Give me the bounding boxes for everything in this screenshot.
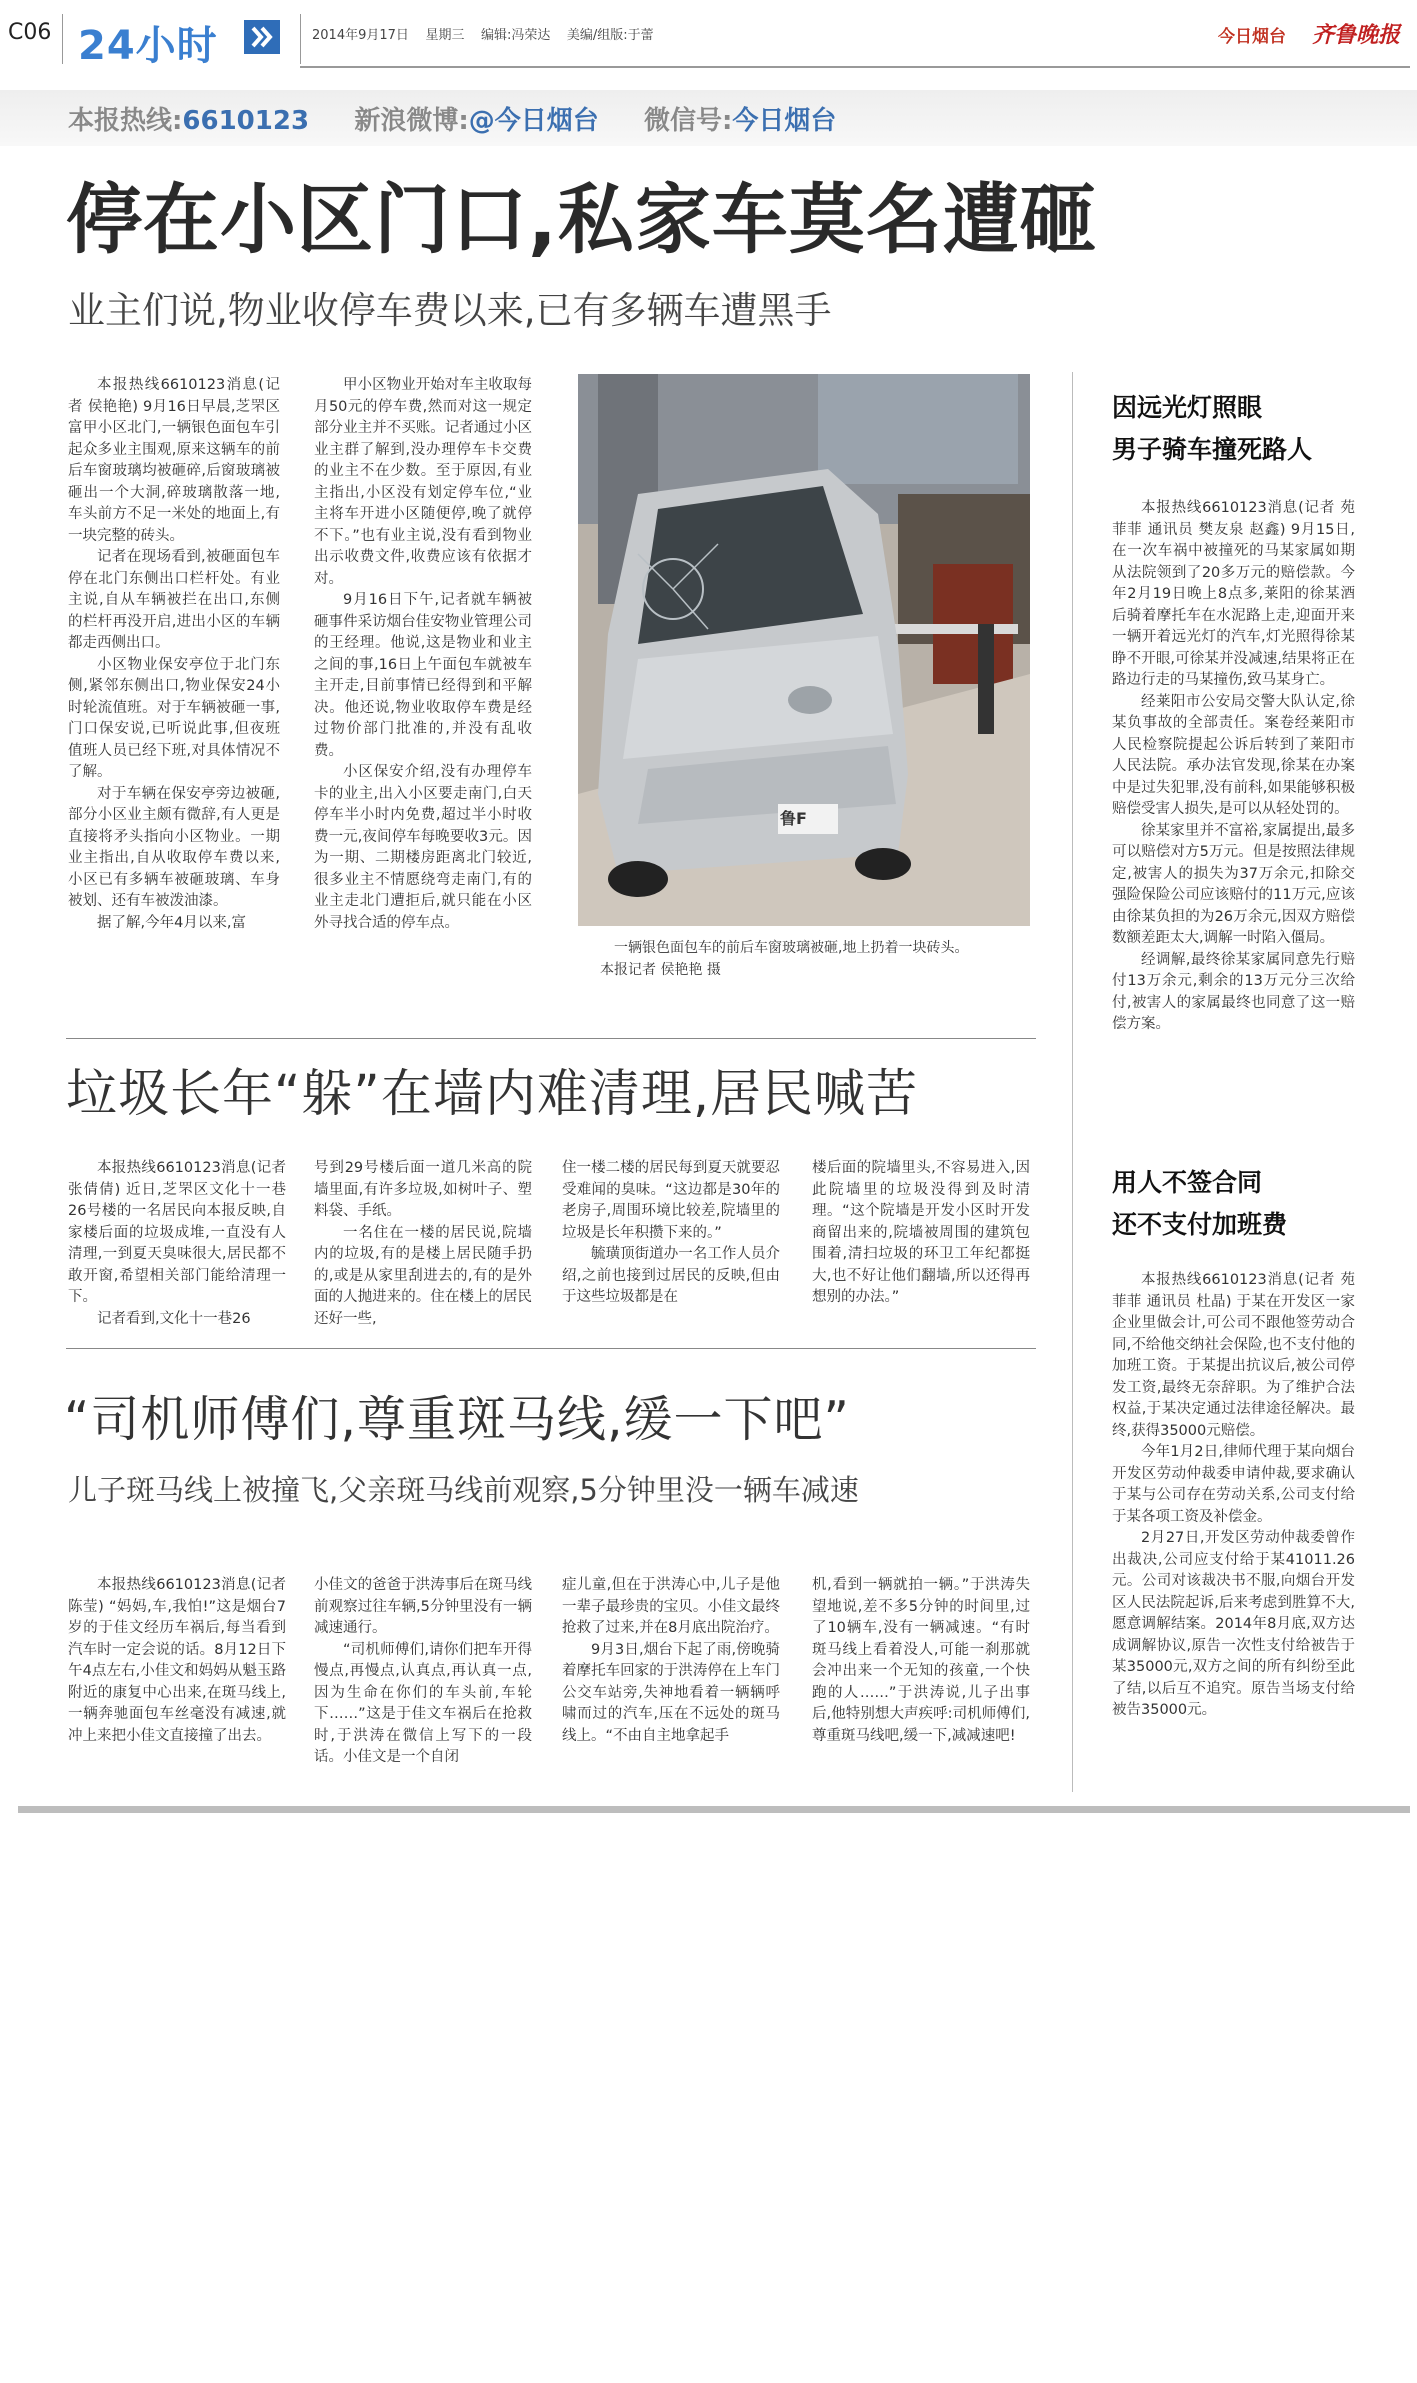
paragraph: 记者看到,文化十一巷26 [97, 1310, 251, 1327]
article1-photo [578, 374, 1030, 926]
article3-headline: “司机师傅们,尊重斑马线,缓一下吧” [64, 1391, 850, 1448]
paragraph: 9月16日下午,记者就车辆被砸事件采访烟台佳安物业管理公司的王经理。他说,这是物业和业主之间的事,16日上午面包车就被车主开走,目前事情已经得到和平解决。他还说,物业收取停车费是经过物价部门批准的,并没有乱收费。 [314, 592, 532, 759]
article1-bottom-rule [66, 1038, 1036, 1039]
section-title: 24小时 [78, 23, 218, 69]
paragraph: 今年1月2日,律师代理于某向烟台开发区劳动仲裁委申请仲裁,要求确认于某与公司存在劳动关系,公司支付给于某各项工资及补偿金。 [1112, 1444, 1355, 1525]
paragraph: 号到29号楼后面一道几米高的院墙里面,有许多垃圾,如树叶子、塑料袋、手纸。 [314, 1160, 532, 1219]
paragraph: 据了解,今年4月以来,富 [97, 914, 246, 931]
contact-bar [68, 100, 836, 137]
article3-column-3 [562, 1575, 780, 1775]
wechat-account: 今日烟台 [732, 106, 837, 136]
article2-column-3 [562, 1158, 780, 1328]
paragraph: 小区物业保安亭位于北门东侧,紧邻东侧出口,物业保安24小时轮流值班。对于车辆被砸一事,门口保安说,已听说此事,但夜班值班人员已经下班,对具体情况不了解。 [68, 656, 280, 780]
header-divider-right [300, 14, 301, 64]
paragraph: 本报热线6610123消息(记者 张倩倩) 近日,芝罘区文化十一巷26号楼的一名居民向本报反映,自家楼后面的垃圾成堆,一直没有人清理,一到夏天臭味很大,居民都不敢开窗,希望相关部门能给清理一下。 [68, 1160, 286, 1305]
side2-title-line1: 用人不签合同 [1112, 1168, 1263, 1197]
paragraph: 本报热线6610123消息(记者 苑菲菲 通讯员 樊友泉 赵鑫) 9月15日,在一次车祸中被撞死的马某家属如期从法院领到了20多万元的赔偿款。今年2月19日晚上8点多,莱阳的徐某酒后骑着摩托车在水泥路上走,迎面开来一辆开着远光灯的汽车,灯光照得徐某睁不开眼,可徐某并没减速,结果将正在路边行走的马某撞伤,致马某身亡。 [1112, 500, 1355, 688]
paragraph: 2月27日,开发区劳动仲裁委曾作出裁决,公司应支付给于某41011.26元。公司对该裁决书不服,向烟台开发区人民法院起诉,后来考虑到胜算不大,愿意调解结案。2014年8月底,双方达成调解协议,原告一次性支付给被告于某35000元,双方之间的所有纠纷至此了结,以后互不追究。原告当场支付给被告35000元。 [1112, 1530, 1355, 1718]
dateline [312, 24, 654, 43]
header-rule [300, 66, 1410, 68]
paragraph: 毓璜顶街道办一名工作人员介绍,之前也接到过居民的反映,但由于这些垃圾都是在 [562, 1246, 780, 1305]
paragraph: 楼后面的院墙里头,不容易进入,因此院墙里的垃圾没得到及时清理。“这个院墙是开发小区时开发商留出来的,院墙被周围的建筑包围着,清扫垃圾的环卫工年纪都挺大,也不好让他们翻墙,所以还得再想别的办法。” [812, 1160, 1030, 1305]
article3-column-1 [68, 1575, 286, 1775]
license-plate: 鲁F [780, 809, 807, 828]
paragraph: 机,看到一辆就拍一辆。”于洪涛失望地说,差不多5分钟的时间里,过了10辆车,没有一辆减速。“有时斑马线上看着没人,可能一刹那就会冲出来一个无知的孩童,一个快跑的人……”于洪涛说,儿子出事后,他特别想大声疾呼:司机师傅们,尊重斑马线吧,缓一下,减减速吧! [812, 1577, 1030, 1744]
article3-subhead: 儿子斑马线上被撞飞,父亲斑马线前观察,5分钟里没一辆车减速 [68, 1473, 859, 1507]
double-chevron-right-icon [244, 20, 280, 54]
header-divider-left [62, 14, 63, 64]
paragraph: 本报热线6610123消息(记者 陈莹) “妈妈,车,我怕!”这是烟台7岁的于佳文经历车祸后,每当看到汽车时一定会说的话。8月12日下午4点左右,小佳文和妈妈从魁玉路附近的康复中心出来,在斑马线上,一辆奔驰面包车丝毫没有减速,就冲上来把小佳文直接撞了出去。 [68, 1577, 286, 1744]
side1-title-line2: 男子骑车撞死路人 [1112, 435, 1313, 464]
paragraph: 9月3日,烟台下起了雨,傍晚骑着摩托车回家的于洪涛停在上车门公交车站旁,失神地看着一辆辆呼啸而过的汽车,压在不远处的斑马线上。“不由自主地拿起手 [562, 1641, 780, 1744]
weekday: 星期三 [425, 28, 465, 43]
page-bottom-rule [18, 1806, 1410, 1813]
sidebar-divider [1072, 372, 1073, 1792]
side2-title-line2: 还不支付加班费 [1112, 1210, 1288, 1239]
weibo-label: 新浪微博: [354, 106, 469, 136]
paragraph: 经莱阳市公安局交警大队认定,徐某负事故的全部责任。案卷经莱阳市人民检察院提起公诉后转到了莱阳市人民法院。承办法官发现,徐某在办案中是过失犯罪,没有前科,如果能够积极赔偿受害人损失,是可以从轻处罚的。 [1112, 693, 1355, 817]
hotline-label: 本报热线: [68, 106, 183, 136]
article1-column-1 [68, 375, 280, 985]
hotline-number: 6610123 [182, 106, 310, 136]
photo-credit: 本报记者 侯艳艳 摄 [600, 962, 721, 978]
paragraph: 小区保安介绍,没有办理停车卡的业主,出入小区要走南门,白天停车半小时内免费,超过半小时收费一元,夜间停车每晚要收3元。因为一期、二期楼房距离北门较近,很多业主不情愿绕弯走南门,有的业主走北门遭拒后,就只能在小区外寻找合适的停车点。 [314, 764, 532, 931]
designer: 美编/组版:于蕾 [566, 28, 654, 43]
side1-body [1112, 498, 1355, 1138]
paragraph: 小佳文的爸爸于洪涛事后在斑马线前观察过往车辆,5分钟里没有一辆减速通行。 [314, 1577, 532, 1636]
article2-column-1 [68, 1158, 286, 1328]
paragraph: 症儿童,但在于洪涛心中,儿子是他一辈子最珍贵的宝贝。小佳文最终抢救了过来,并在8月底出院治疗。 [562, 1577, 780, 1636]
article1-column-2 [314, 375, 532, 985]
wechat-label: 微信号: [644, 106, 733, 136]
paragraph: “司机师傅们,请你们把车开得慢点,再慢点,认真点,再认真一点,因为生命在你们的车头前,车轮下……”这是于佳文车祸后在抢救时,于洪涛在微信上写下的一段话。小佳文是一个自闭 [314, 1641, 532, 1765]
photo-caption [600, 937, 1040, 981]
paragraph: 记者在现场看到,被砸面包车停在北门东侧出口栏杆处。有业主说,自从车辆被拦在出口,东侧的栏杆再没开启,进出小区的车辆都走西侧出口。 [68, 549, 280, 651]
paragraph: 经调解,最终徐某家属同意先行赔付13万余元,剩余的13万元分三次给付,被害人的家属最终也同意了这一赔偿方案。 [1112, 951, 1355, 1032]
article3-column-4 [812, 1575, 1030, 1775]
article2-column-2 [314, 1158, 532, 1328]
article1-headline: 停在小区门口,私家车莫名遭砸 [66, 175, 1097, 264]
van-photo-illustration [578, 374, 1030, 926]
side2-title [1112, 1162, 1412, 1246]
paragraph: 本报热线6610123消息(记者 苑菲菲 通讯员 杜晶) 于某在开发区一家企业里做会计,可公司不跟他签劳动合同,不给他交纳社会保险,也不支付他的加班工资。于某提出抗议后,被公司停发工资,最终无奈辞职。为了维护合法权益,于某决定通过法律途径解决。最终,获得35000元赔偿。 [1112, 1272, 1355, 1439]
side1-title-line1: 因远光灯照眼 [1112, 393, 1263, 422]
paragraph: 对于车辆在保安亭旁边被砸,部分小区业主颇有微辞,有人更是直接将矛头指向小区物业。一期业主指出,自从收取停车费以来,小区已有多辆车被砸玻璃、车身被划、还有车被泼油漆。 [68, 785, 280, 909]
editor: 编辑:冯荣达 [480, 28, 551, 43]
paragraph: 住一楼二楼的居民每到夏天就要忍受难闻的臭味。“这边都是30年的老房子,周围环境比较差,院墙里的垃圾是长年积攒下来的。” [562, 1160, 780, 1241]
channel-name: 今日烟台 [1218, 27, 1286, 47]
date: 2014年9月17日 [312, 28, 409, 43]
article2-column-4 [812, 1158, 1030, 1328]
article3-column-2 [314, 1575, 532, 1775]
page-number: C06 [8, 20, 52, 45]
paragraph: 甲小区物业开始对车主收取每月50元的停车费,然而对这一规定部分业主并不买账。记者通过小区业主群了解到,没办理停车卡交费的业主不在少数。至于原因,有业主指出,小区没有划定停车位,“业主将车开进小区随便停,晚了就停不下。”也有业主说,没有看到物业出示收费文件,收费应该有依据才对。 [314, 377, 532, 587]
side2-body [1112, 1270, 1355, 1770]
paragraph: 徐某家里并不富裕,家属提出,最多可以赔偿对方5万元。但是按照法律规定,被害人的损失为37万余元,扣除交强险保险公司应该赔付的11万元,应该由徐某负担的为26万余元,因双方赔偿数额差距太大,调解一时陷入僵局。 [1112, 822, 1355, 946]
article1-subhead: 业主们说,物业收停车费以来,已有多辆车遭黑手 [68, 289, 832, 332]
paragraph: 一名住在一楼的居民说,院墙内的垃圾,有的是楼上居民随手扔的,或是从家里刮进去的,有的是外面的人抛进来的。住在楼上的居民还好一些, [314, 1224, 532, 1327]
paragraph: 本报热线6610123消息(记者 侯艳艳) 9月16日早晨,芝罘区富甲小区北门,一辆银色面包车引起众多业主围观,原来这辆车的前后车窗玻璃均被砸碎,后窗玻璃被砸出一个大洞,碎玻璃散落一地,车头前方不足一米处的地面上,有一块完整的砖头。 [68, 377, 280, 544]
side1-title [1112, 387, 1412, 471]
photo-caption-text: 一辆银色面包车的前后车窗玻璃被砸,地上扔着一块砖头。 [614, 940, 969, 956]
paper-logo: 齐鲁晚报 [1312, 22, 1401, 48]
article2-headline: 垃圾长年“躲”在墙内难清理,居民喊苦 [66, 1065, 919, 1124]
article2-bottom-rule [66, 1348, 1036, 1349]
weibo-account: @今日烟台 [468, 106, 599, 136]
